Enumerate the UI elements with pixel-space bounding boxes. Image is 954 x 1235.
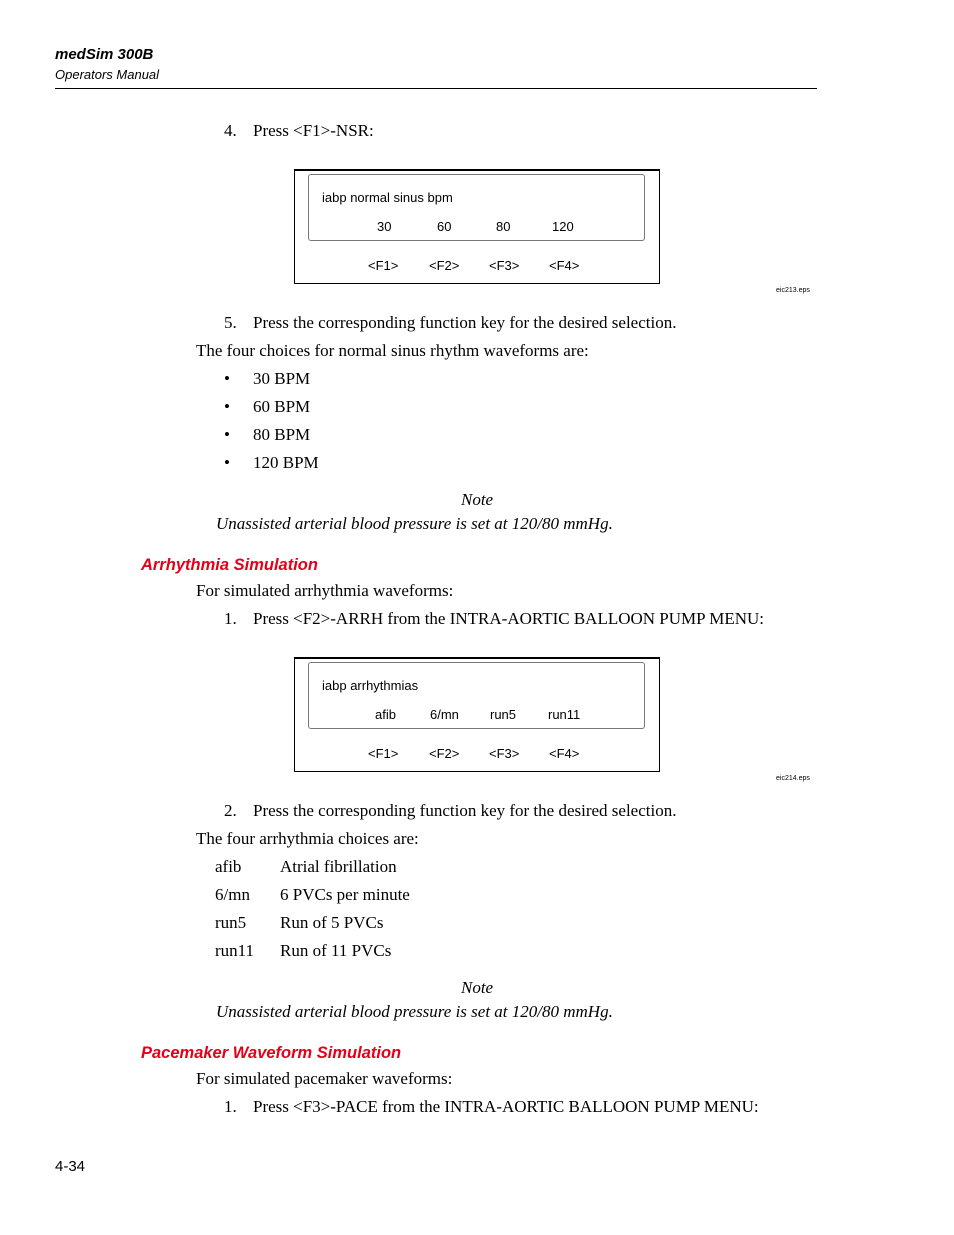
- step-5-text: Press the corresponding function key for the desired selection.: [253, 313, 677, 332]
- function-key-f1: <F1>: [368, 258, 399, 273]
- note-2-label: Note: [461, 978, 494, 997]
- function-key-f4: <F4>: [549, 746, 580, 761]
- figure-id-1: eic213.eps: [776, 287, 810, 294]
- function-key-f2: <F2>: [429, 258, 460, 273]
- step-4-text: Press <F1>-NSR:: [253, 121, 374, 140]
- lcd-option-1: afib: [375, 707, 396, 722]
- page-number: 4-34: [55, 1158, 86, 1175]
- arrhythmia-step-1-text: Press <F2>-ARRH from the INTRA-AORTIC BALLOON PUMP MENU:: [253, 609, 764, 628]
- pacemaker-step-1-text: Press <F3>-PACE from the INTRA-AORTIC BALLOON PUMP MENU:: [253, 1097, 759, 1116]
- arrhythmia-desc-6mn: 6 PVCs per minute: [280, 885, 410, 904]
- section-heading-pacemaker: Pacemaker Waveform Simulation: [141, 1044, 402, 1062]
- arrhythmia-desc-run5: Run of 5 PVCs: [280, 913, 384, 932]
- bullet-dot: •: [224, 425, 230, 444]
- arrhythmia-choices-intro: The four arrhythmia choices are:: [196, 829, 419, 848]
- pacemaker-step-1-number: 1.: [224, 1097, 237, 1116]
- lcd-title-nsr: iabp normal sinus bpm: [322, 190, 453, 205]
- arrhythmia-code-run5: run5: [215, 913, 247, 932]
- lcd-title-arrhythmia: iabp arrhythmias: [322, 678, 419, 693]
- arrhythmia-code-run11: run11: [215, 941, 255, 960]
- header-subtitle: Operators Manual: [55, 67, 160, 82]
- step-4-number: 4.: [224, 121, 237, 140]
- nsr-choice-4: 120 BPM: [253, 453, 319, 472]
- function-key-f3: <F3>: [489, 746, 520, 761]
- arrhythmia-step-1-number: 1.: [224, 609, 237, 628]
- figure-id-2: eic214.eps: [776, 775, 810, 782]
- nsr-choice-2: 60 BPM: [253, 397, 311, 416]
- bullet-dot: •: [224, 397, 230, 416]
- arrhythmia-code-6mn: 6/mn: [215, 885, 250, 904]
- header-title: medSim 300B: [55, 46, 154, 63]
- pacemaker-intro: For simulated pacemaker waveforms:: [196, 1069, 453, 1088]
- arrhythmia-code-afib: afib: [215, 857, 242, 876]
- header-rule: [55, 88, 817, 89]
- bullet-dot: •: [224, 453, 230, 472]
- function-key-f2: <F2>: [429, 746, 460, 761]
- lcd-option-3: run5: [490, 707, 517, 722]
- arrhythmia-desc-run11: Run of 11 PVCs: [280, 941, 392, 960]
- function-key-f4: <F4>: [549, 258, 580, 273]
- bullet-dot: •: [224, 369, 230, 388]
- lcd-option-2: 6/mn: [430, 707, 459, 722]
- nsr-choice-3: 80 BPM: [253, 425, 311, 444]
- lcd-screen-nsr: [308, 174, 645, 241]
- lcd-option-4: 120: [552, 219, 574, 234]
- note-2-text: Unassisted arterial blood pressure is set at 120/80 mmHg.: [216, 1002, 613, 1021]
- section-heading-arrhythmia: Arrhythmia Simulation: [141, 556, 318, 574]
- lcd-option-1: 30: [377, 219, 392, 234]
- function-key-f3: <F3>: [489, 258, 520, 273]
- lcd-option-4: run11: [548, 707, 581, 722]
- lcd-option-3: 80: [496, 219, 511, 234]
- lcd-option-2: 60: [437, 219, 452, 234]
- step-5-number: 5.: [224, 313, 237, 332]
- nsr-choice-1: 30 BPM: [253, 369, 311, 388]
- arrhythmia-step-2-text: Press the corresponding function key for the desired selection.: [253, 801, 677, 820]
- arrhythmia-intro: For simulated arrhythmia waveforms:: [196, 581, 454, 600]
- note-1-label: Note: [461, 490, 494, 509]
- nsr-intro: The four choices for normal sinus rhythm waveforms are:: [196, 341, 589, 360]
- arrhythmia-desc-afib: Atrial fibrillation: [280, 857, 397, 876]
- note-1-text: Unassisted arterial blood pressure is set at 120/80 mmHg.: [216, 514, 613, 533]
- function-key-f1: <F1>: [368, 746, 399, 761]
- arrhythmia-step-2-number: 2.: [224, 801, 237, 820]
- lcd-screen-arrhythmia: [308, 662, 645, 729]
